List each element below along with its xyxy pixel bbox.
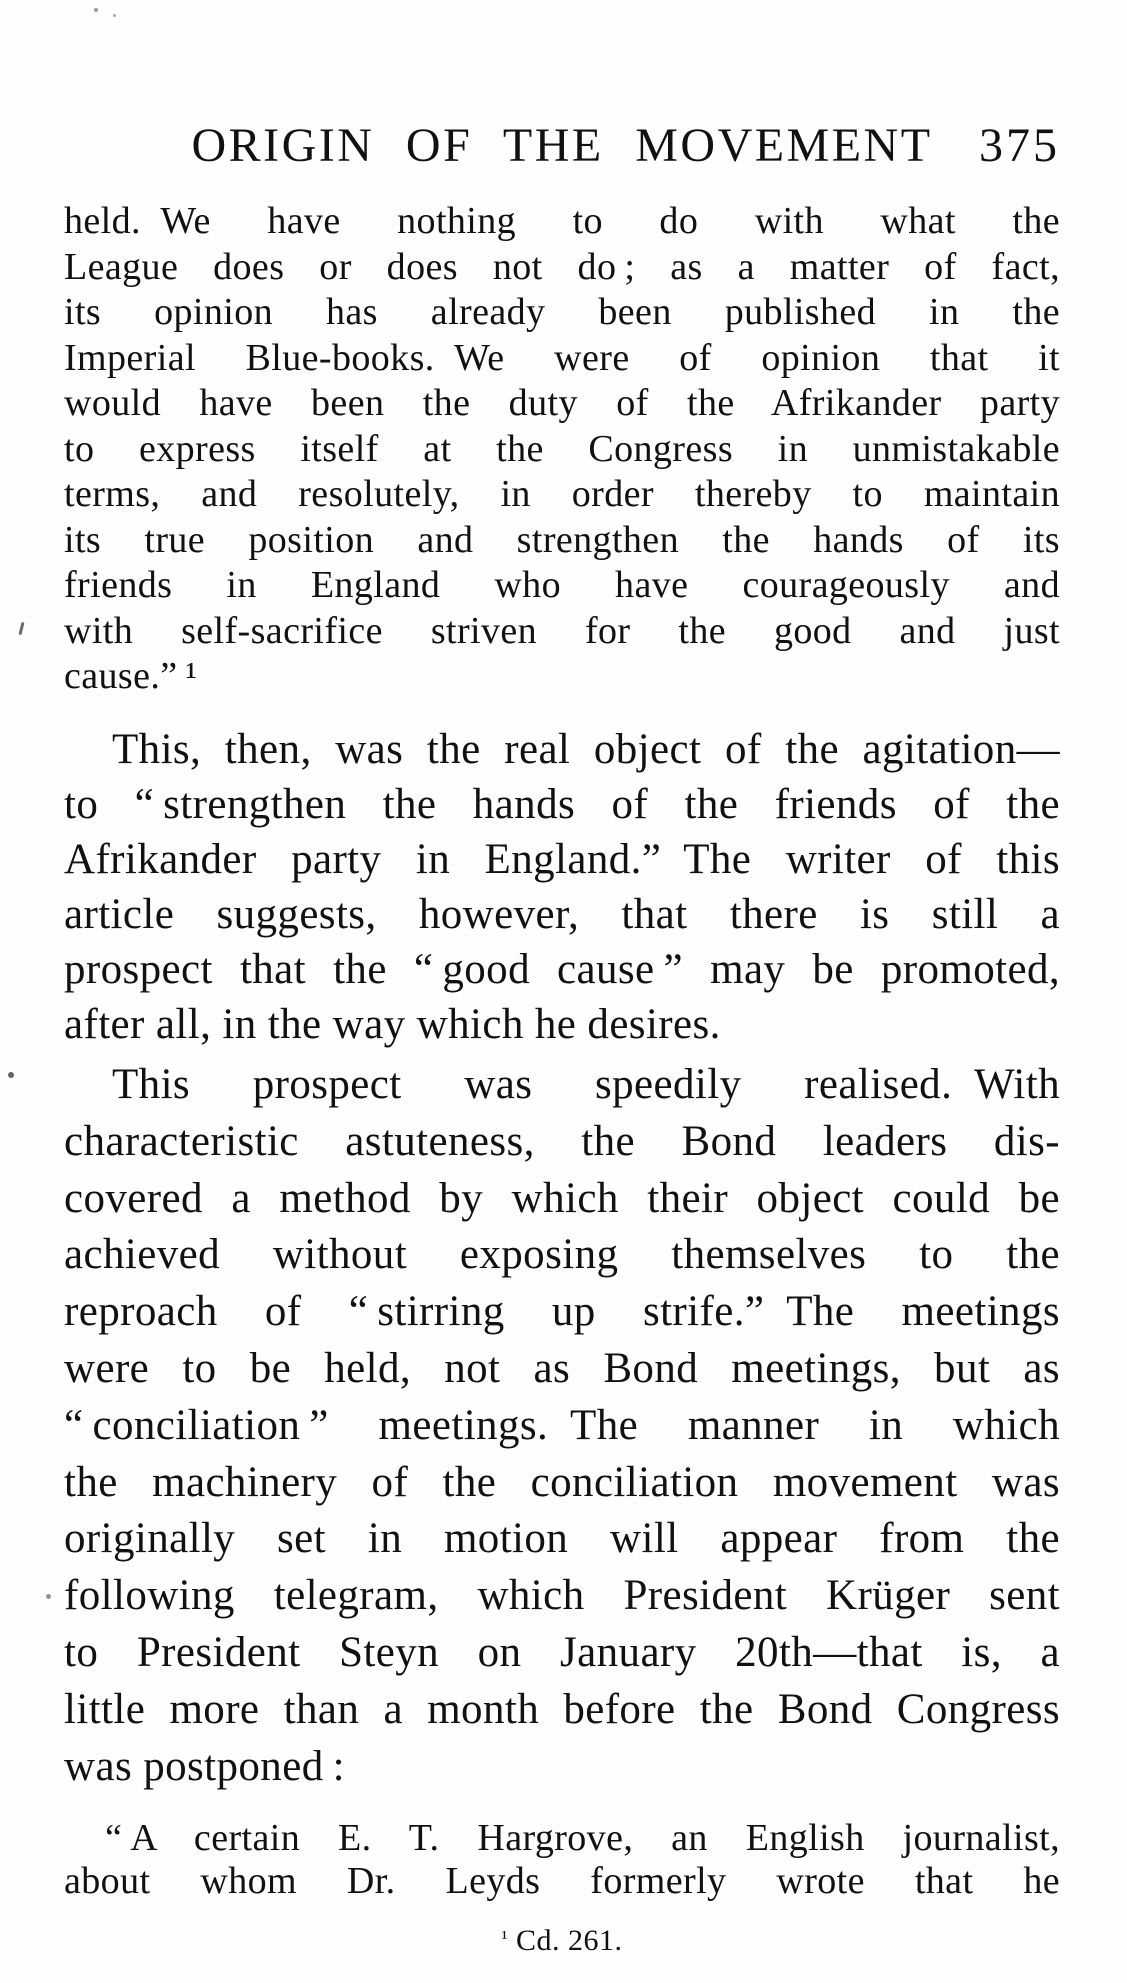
paragraph-body-paragraph-1 (64, 722, 1060, 1052)
text-line: Imperial Blue-books. We were of opinion that it (64, 336, 1060, 379)
text-line: reproach of “ stirring up strife.” The meetings (64, 1288, 1060, 1336)
text-line: “ conciliation ” meetings. The manner in which (64, 1401, 1060, 1449)
text-line: article suggests, however, that there is still a (64, 891, 1060, 938)
text-line: after all, in the way which he desires. (64, 1001, 721, 1048)
scan-speck (94, 8, 98, 12)
paragraph-telegram-quote-start (64, 1817, 1060, 1903)
text-line: were to be held, not as Bond meetings, but as (64, 1344, 1060, 1392)
running-head (64, 118, 1060, 178)
text-line: characteristic astuteness, the Bond leaders dis- (64, 1117, 1060, 1165)
paragraph-quoted-passage-continuation (64, 199, 1060, 700)
text-line: held. We have nothing to do with what the (64, 200, 1060, 242)
text-line: the machinery of the conciliation movement was (64, 1458, 1060, 1506)
scan-speck (113, 14, 116, 17)
text-line: friends in England who have courageously and (64, 564, 1060, 606)
footnote-marker: ¹ (501, 1927, 508, 1949)
text-line: following telegram, which President Krüger sent (64, 1572, 1060, 1620)
text-line: terms, and resolutely, in order thereby to maintain (64, 473, 1060, 515)
text-line: League does or does not do ; as a matter of fact, (64, 245, 1060, 288)
footnote (64, 1920, 1060, 1959)
text-line: its true position and strengthen the hands of its (64, 518, 1060, 561)
text-line: with self-sacrifice striven for the good and just (64, 609, 1060, 652)
footnote-text: Cd. 261. (515, 1924, 623, 1957)
scan-speck (18, 622, 24, 635)
text-line: This prospect was speedily realised. With (112, 1061, 1060, 1108)
text-line: “ A certain E. T. Hargrove, an English journalist, (105, 1817, 1060, 1859)
page-title: ORIGIN OF THE MOVEMENT (191, 119, 933, 172)
text-line: to express itself at the Congress in unmistakable (64, 427, 1060, 470)
text-line: achieved without exposing themselves to the (64, 1231, 1060, 1279)
text-line: was postponed : (64, 1742, 345, 1790)
text-line: This, then, was the real object of the agitation— (112, 726, 1060, 773)
text-line: to “ strengthen the hands of the friends of the (64, 781, 1060, 828)
text-line: prospect that the “ good cause ” may be promoted, (64, 946, 1060, 993)
text-line: covered a method by which their object could be (64, 1174, 1060, 1222)
paragraph-body-paragraph-2 (64, 1057, 1060, 1795)
scan-speck (8, 1072, 14, 1078)
text-line: cause.” ¹ (64, 655, 198, 697)
text-line: about whom Dr. Leyds formerly wrote that he (64, 1860, 1060, 1902)
text-line: to President Steyn on January 20th—that is, a (64, 1628, 1060, 1676)
text-line: would have been the duty of the Afrikander party (64, 382, 1060, 424)
text-line: originally set in motion will appear from the (64, 1515, 1060, 1563)
text-line: little more than a month before the Bond Congress (64, 1685, 1060, 1733)
text-line: Afrikander party in England.” The writer of this (64, 836, 1060, 883)
scan-speck (46, 1594, 51, 1599)
text-line: its opinion has already been published in the (64, 291, 1060, 333)
page-number: 375 (979, 119, 1060, 172)
